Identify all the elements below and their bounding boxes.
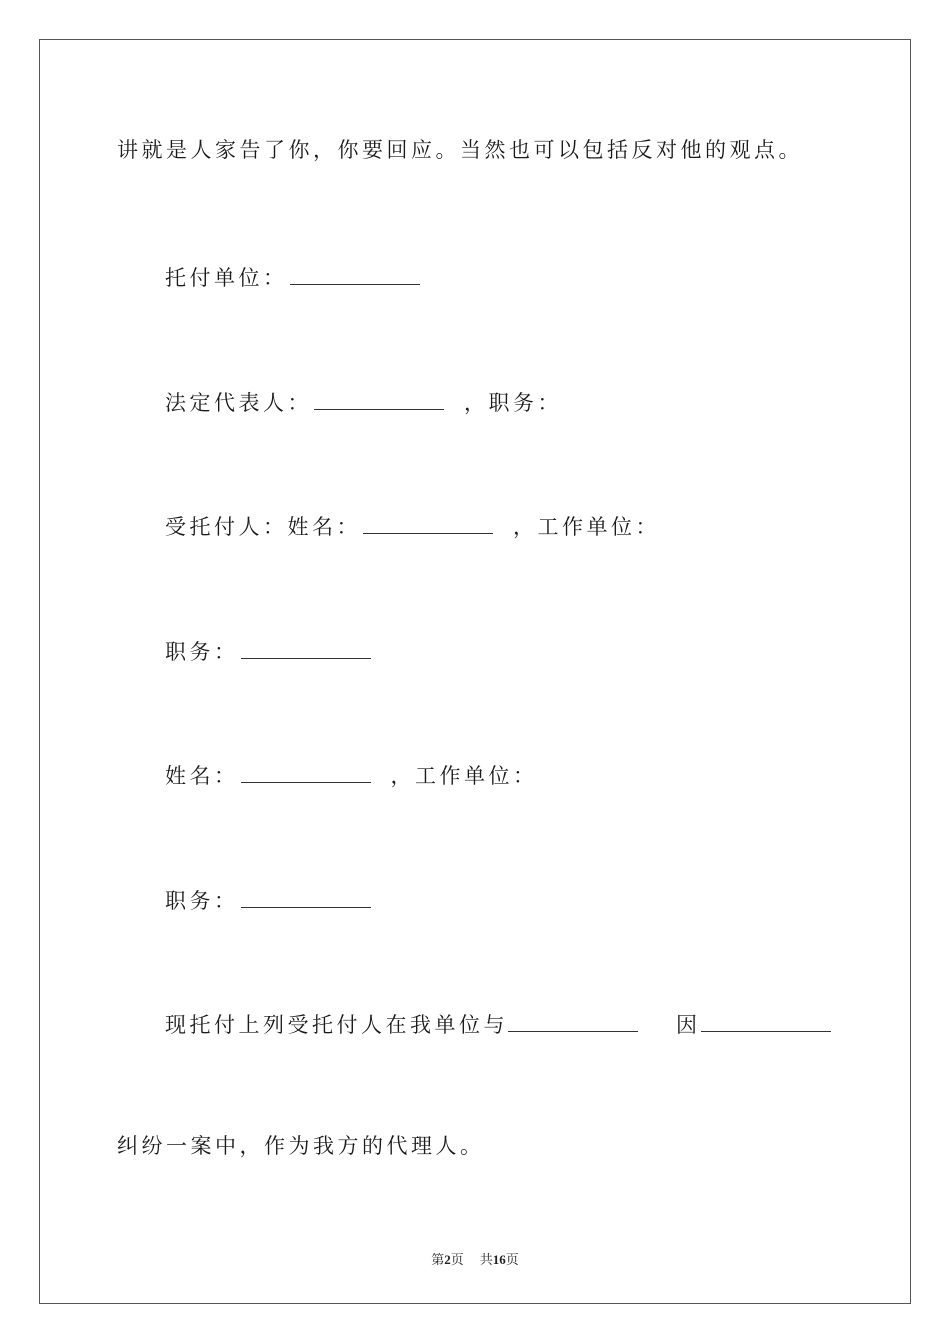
entrusting-unit-blank[interactable] bbox=[290, 264, 420, 285]
cause-blank[interactable] bbox=[701, 1011, 831, 1032]
entrusting-unit-line bbox=[165, 264, 422, 289]
cause-label: 因 bbox=[676, 1013, 701, 1037]
footer-total-pages: 16 bbox=[492, 1252, 506, 1267]
second-agent-line bbox=[165, 762, 538, 787]
agent-name-label: 受托付人：姓名： bbox=[165, 515, 361, 539]
agent-position-label: 职务： bbox=[165, 640, 239, 664]
legal-rep-position-label: ，职务： bbox=[464, 391, 562, 415]
intro-line bbox=[117, 140, 803, 161]
legal-rep-line bbox=[165, 389, 562, 414]
agent-position-blank[interactable] bbox=[241, 638, 371, 659]
second-agent-name-blank[interactable] bbox=[241, 762, 371, 783]
closing-line bbox=[117, 1136, 485, 1157]
closing-text: 纠纷一案中，作为我方的代理人。 bbox=[117, 1134, 485, 1158]
agent-work-unit-label: ，工作单位： bbox=[513, 515, 660, 539]
second-agent-position-line bbox=[165, 887, 373, 912]
entrusting-unit-label: 托付单位： bbox=[165, 266, 288, 290]
footer-total-prefix: 共 bbox=[479, 1252, 493, 1267]
footer-page-number: 2 bbox=[444, 1252, 451, 1267]
page-footer bbox=[0, 1249, 950, 1268]
legal-rep-label: 法定代表人： bbox=[165, 391, 312, 415]
second-agent-name-label: 姓名： bbox=[165, 764, 239, 788]
footer-total-unit: 页 bbox=[505, 1252, 519, 1267]
footer-page-unit: 页 bbox=[450, 1252, 464, 1267]
second-agent-position-label: 职务： bbox=[165, 889, 239, 913]
second-agent-work-unit-label: ，工作单位： bbox=[390, 764, 538, 788]
page-border bbox=[39, 39, 911, 1304]
opposing-party-blank[interactable] bbox=[508, 1011, 638, 1032]
second-agent-position-blank[interactable] bbox=[241, 887, 371, 908]
intro-text: 讲就是人家告了你，你要回应。当然也可以包括反对他的观点。 bbox=[117, 138, 803, 162]
agent-name-blank[interactable] bbox=[363, 513, 493, 534]
entrust-line bbox=[165, 1011, 833, 1036]
footer-prefix: 第 bbox=[431, 1252, 445, 1267]
legal-rep-blank[interactable] bbox=[314, 389, 444, 410]
entrust-text: 现托付上列受托付人在我单位与 bbox=[165, 1013, 508, 1037]
agent-position-line bbox=[165, 638, 373, 663]
agent-line bbox=[165, 513, 660, 538]
